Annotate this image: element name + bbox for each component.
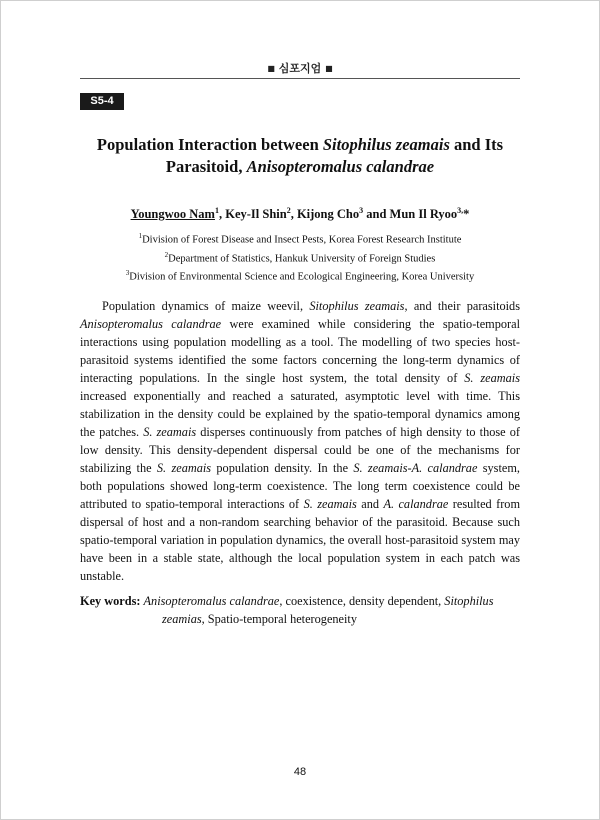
running-header-title: 심포지엄	[278, 62, 322, 75]
abstract-paragraph	[80, 297, 520, 585]
abstract-run: A. calandrae	[383, 497, 449, 511]
keywords-block	[80, 592, 520, 628]
affiliation-sup: 1	[138, 232, 143, 240]
abstract-run: were examined while considering the spatio-temporal interactions using population modelling as a tool. The modelling of two species host-parasitoid systems identified the some factors concerning the long-term dynamics of interacting populations. In the single host system, the total density of	[80, 317, 521, 385]
abstract-run: increased exponentially and reached a saturated, asymptotic level with time. This stabilization in the density could be explained by the spatio-temporal dynamics among the patches.	[80, 389, 520, 439]
running-header	[80, 60, 520, 76]
abstract-run: Population dynamics of maize weevil,	[102, 299, 310, 313]
header-rule	[80, 78, 520, 79]
affiliation-text: Division of Forest Disease and Insect Pests, Korea Forest Research Institute	[142, 234, 462, 246]
abstract-run: population density. In the	[211, 461, 354, 475]
abstract-run: S. zeamais	[143, 425, 197, 439]
abstract-run: Anisopteromalus calandrae	[80, 317, 222, 331]
author-affil-sup: 1	[214, 206, 219, 215]
abstract-run: Sitophilus zeamais	[309, 299, 405, 313]
affiliation-text: Division of Environmental Science and Ecological Engineering, Korea University	[129, 271, 475, 283]
square-left-icon: ■	[267, 64, 275, 73]
affiliation-sup: 3	[125, 269, 130, 277]
affiliation-list	[80, 229, 520, 285]
affiliation-sup: 2	[164, 250, 169, 259]
session-tag: S5-4	[80, 93, 124, 110]
author-name: Youngwoo Nam	[130, 207, 215, 222]
affiliation-text: Department of Statistics, Hankuk University of Foreign Studies	[168, 253, 436, 264]
abstract-run: S. zeamais-A. calandrae	[353, 461, 478, 475]
keyword-run: , coexistence, density dependent,	[279, 594, 445, 608]
author-separator: ,	[218, 207, 226, 222]
abstract-run: resulted from dispersal of host and a non-random searching behavior of the parasitoid. Because such spatio-temporal variation in population dynamics, the overall host-parasitoid system may have been in a stable state, although the local population system in each patch was unstable.	[80, 497, 521, 583]
square-right-icon: ■	[325, 64, 333, 73]
title-line1-italic: Sitophilus zeamais	[322, 135, 450, 154]
author-name: Mun Il Ryoo	[389, 207, 458, 222]
author	[297, 207, 363, 221]
author	[131, 207, 219, 221]
author-affil-sup: 3	[359, 206, 364, 215]
author	[390, 207, 470, 221]
author-affil-sup: 3,	[457, 206, 464, 215]
abstract-run: , and their parasitoids	[404, 299, 520, 313]
author-separator: ,	[290, 207, 297, 222]
abstract-run: disperses continuously from patches of high density to those of low density. This density-dependent dispersal could be one of the mechanisms for stabilizing the	[80, 425, 520, 475]
author-name: Key-Il Shin	[225, 207, 287, 222]
author	[225, 207, 290, 221]
title-line2-pre: Parasitoid,	[165, 157, 247, 176]
keywords-text	[140, 594, 493, 626]
title-line2-italic: Anisopteromalus calandrae	[246, 157, 435, 176]
corresponding-mark: *	[463, 207, 470, 222]
author-name: Kijong Cho	[296, 207, 360, 222]
abstract-run: S. zeamais	[464, 371, 521, 385]
affiliation-line	[80, 229, 520, 248]
paper-title	[80, 134, 520, 178]
keyword-run: Anisopteromalus calandrae	[143, 594, 280, 608]
affiliation-line	[80, 248, 520, 267]
author-list	[80, 206, 520, 222]
affiliation-line	[80, 266, 520, 285]
author-separator: and	[363, 207, 390, 222]
abstract-run: S. zeamais	[156, 461, 212, 475]
title-line1-pre: Population Interaction between	[96, 135, 323, 154]
abstract-run: and	[356, 497, 384, 511]
title-line1-post: and Its	[449, 135, 504, 154]
abstract-run: system, both populations showed long-term coexistence. The long term coexistence could be attributed to spatio-temporal interactions of	[80, 461, 520, 511]
keyword-run: , Spatio-temporal heterogeneity	[201, 612, 357, 626]
author-affil-sup: 2	[286, 206, 291, 215]
abstract-run: S. zeamais	[303, 497, 357, 511]
keyword-run: Sitophilus zeamias	[162, 594, 494, 626]
keywords-label: Key words:	[80, 594, 141, 608]
page-number: 48	[293, 766, 307, 778]
